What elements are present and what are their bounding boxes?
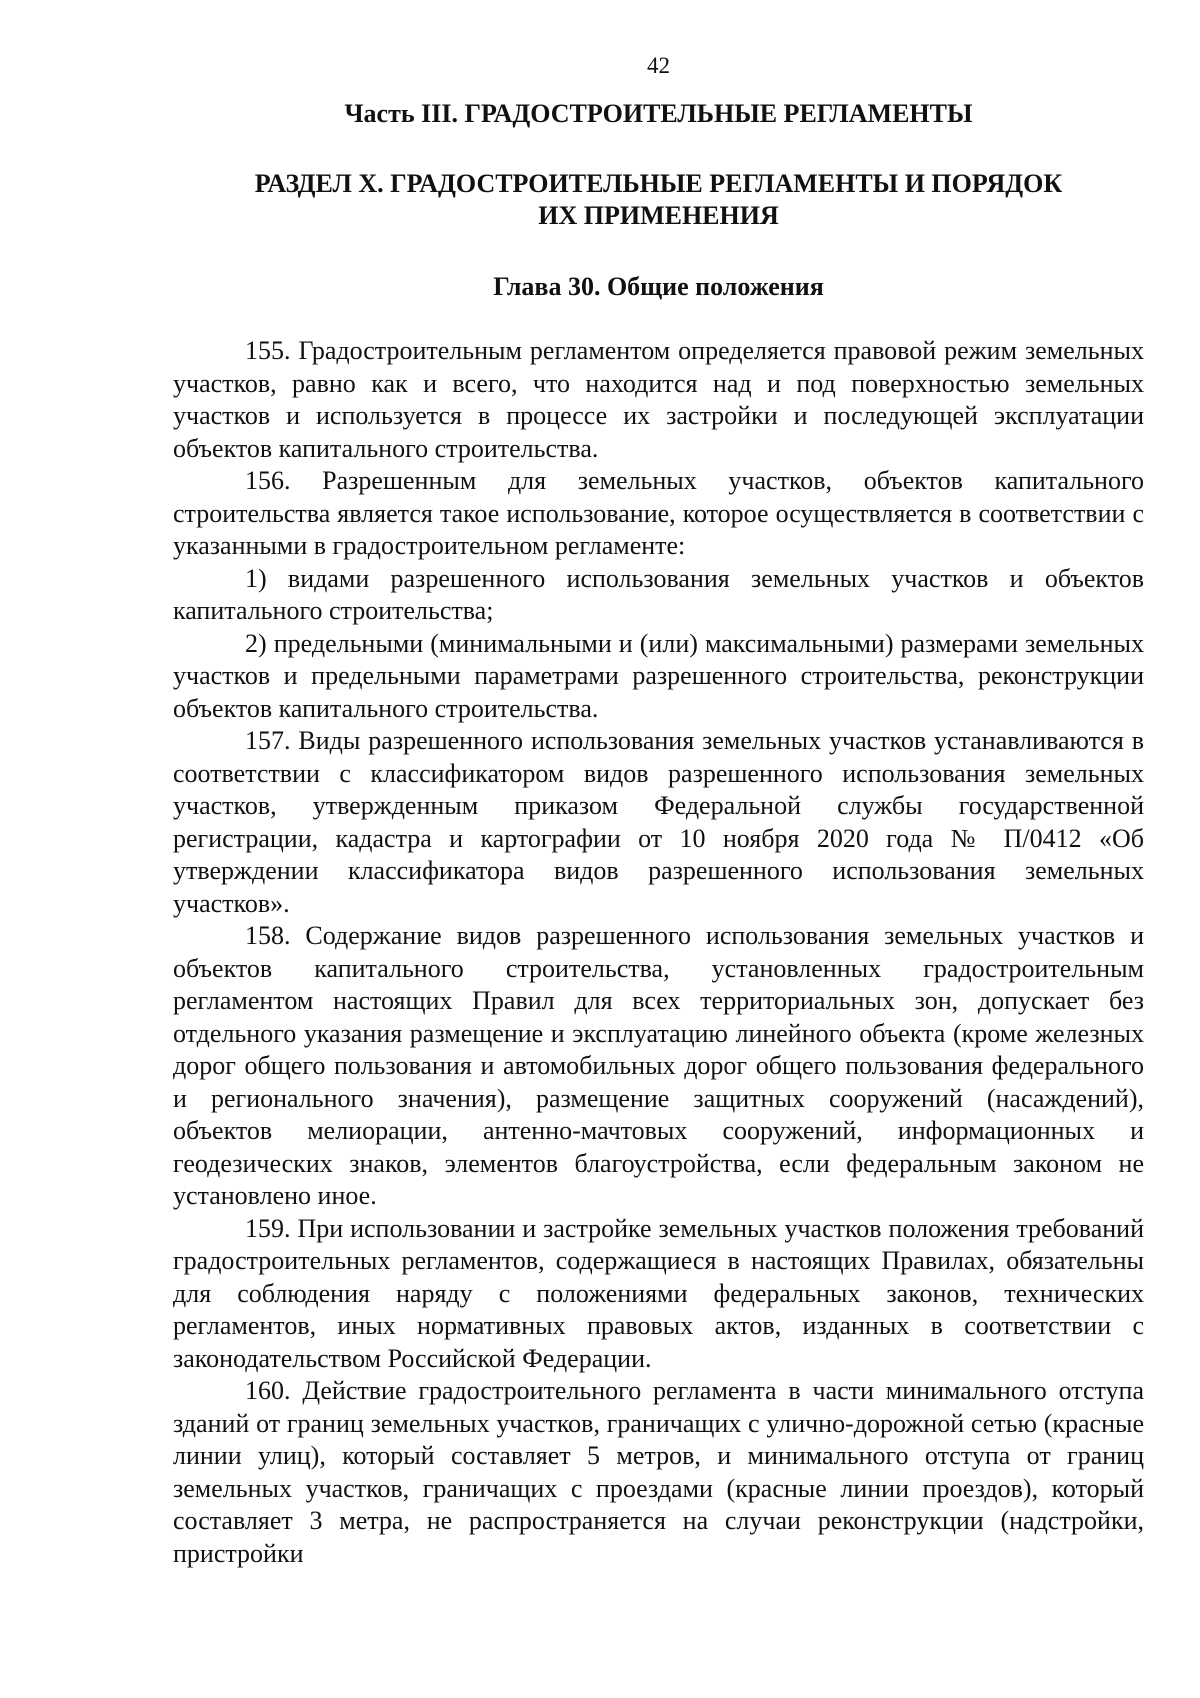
body-text [173, 335, 1144, 1570]
page-number: 42 [647, 53, 670, 78]
paragraph-158: 158. Содержание видов разрешенного использования земельных участков и объектов капитального строительства, установленных градостроительным регламентом настоящих Правил для всех территориальных зон, допускает без отдельного указания размещение и эксплуатацию линейного объекта (кроме железных дорог общего пользования и автомобильных дорог общего пользования федерального и регионального значения), размещение защитных сооружений (насаждений), объектов мелиорации, антенно-мачтовых сооружений, информационных и геодезических знаков, элементов благоустройства, если федеральным законом не установлено иное. [173, 921, 1144, 1210]
paragraph-156: 156. Разрешенным для земельных участков, объектов капитального строительства является такое использование, которое осуществляется в соответствии с указанными в градостроительном регламенте: [173, 466, 1144, 560]
paragraph-156-item-1: 1) видами разрешенного использования земельных участков и объектов капитального строительства; [173, 563, 1144, 625]
document-page [173, 52, 1144, 1570]
section-title-line-1: РАЗДЕЛ X. ГРАДОСТРОИТЕЛЬНЫЕ РЕГЛАМЕНТЫ И ПОРЯДОК [254, 169, 1063, 198]
section-title [173, 168, 1144, 232]
section-title-line-2: ИХ ПРИМЕНЕНИЯ [538, 201, 779, 230]
paragraph-155: 155. Градостроительным регламентом определяется правовой режим земельных участков, равно как и всего, что находится над и под поверхностью земельных участков и используется в процессе их застройки и последующей эксплуатации объектов капитального строительства. [173, 336, 1144, 463]
paragraph-156-item-2: 2) предельными (минимальными и (или) максимальными) размерами земельных участков и предельными параметрами разрешенного строительства, реконструкции объектов капитального строительства. [173, 628, 1144, 723]
chapter-title: Глава 30. Общие положения [493, 272, 824, 301]
paragraph-159: 159. При использовании и застройке земельных участков положения требований градостроительных регламентов, содержащиеся в настоящих Правилах, обязательны для соблюдения наряду с положениями федеральных законов, технических регламентов, иных нормативных правовых актов, изданных в соответствии с законодательством Российской Федерации. [173, 1213, 1144, 1373]
paragraph-157: 157. Виды разрешенного использования земельных участков устанавливаются в соответствии с классификатором видов разрешенного использования земельных участков, утвержденным приказом Федеральной службы государственной регистрации, кадастра и картографии от 10 ноября 2020 года № П/0412 «Об утверждении классификатора видов разрешенного использования земельных участков». [173, 726, 1144, 918]
paragraph-160: 160. Действие градостроительного регламента в части минимального отступа зданий от границ земельных участков, граничащих с улично-дорожной сетью (красные линии улиц), который составляет 5 метров, и минимального отступа от границ земельных участков, граничащих с проездами (красные линии проездов), который составляет 3 метра, не распространяется на случаи реконструкции (надстройки, пристройки [173, 1376, 1144, 1568]
part-title: Часть III. ГРАДОСТРОИТЕЛЬНЫЕ РЕГЛАМЕНТЫ [344, 99, 973, 128]
